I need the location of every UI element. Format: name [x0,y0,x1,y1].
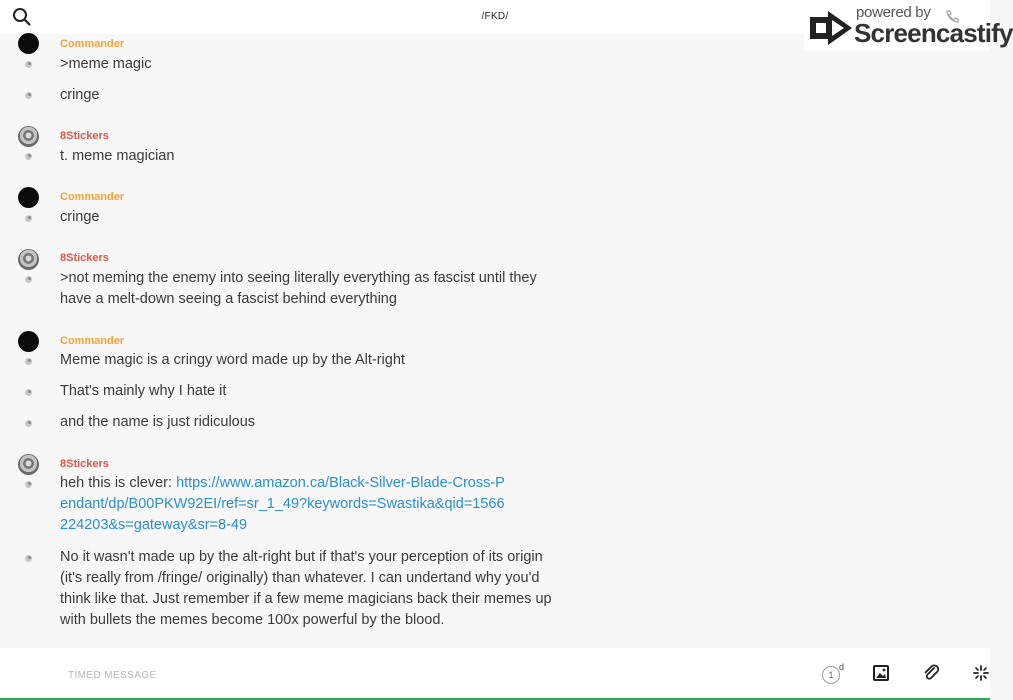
message-text: >meme magic [60,56,152,72]
read-status-icon [25,481,32,488]
read-status-icon [25,92,32,99]
product-link[interactable]: https://www.amazon.ca/Black-Silver-Blade-Cross-Pendant/dp/B00PKW92EI/ref=sr_1_49?keywords=Swastika&qid=1566224203&s=gateway&sr=8-49 [60,475,505,533]
composer-bar [0,648,990,700]
message-text: >not meming the enemy into seeing literally everything as fascist until they have a melt-down seeing a fascist behind everything [60,270,537,307]
read-status-icon [25,555,32,562]
username[interactable]: Commander [60,191,125,203]
watermark-brand: Screencastify [854,18,1013,48]
message-text: That's mainly why I hate it [60,383,227,399]
timer-unit: d [839,662,845,672]
username[interactable]: 8Stickers [60,458,109,470]
message-text: Meme magic is a cringy word made up by the Alt-right [60,352,405,368]
paperclip-icon[interactable] [922,664,940,682]
avatar[interactable] [18,126,39,147]
message-text: and the name is just ridiculous [60,414,256,430]
message-prefix: heh this is clever: [60,475,177,491]
read-status-icon [25,358,32,365]
message-text: No it wasn't made up by the alt-right but if that's your perception of its origin (it's really from /fringe/ originally) than whatever. I can undertand why you'd think like that. Just remember if a few meme magicians back their memes up with bullets the memes become 100x powerful by the blood. [60,549,552,628]
timed-message-input[interactable] [66,665,670,685]
sparkle-icon[interactable] [972,664,990,682]
image-icon[interactable] [872,664,890,682]
message-text: cringe [60,209,100,225]
read-status-icon [25,215,32,222]
username[interactable]: 8Stickers [60,252,109,264]
avatar[interactable] [18,454,39,475]
read-status-icon [25,153,32,160]
read-status-icon [25,420,32,427]
avatar[interactable] [18,187,39,208]
message-text: cringe [60,87,100,103]
message-timer-button[interactable] [822,664,850,684]
watermark-powered-by: powered by [856,4,931,21]
channel-title: /FKD/ [481,11,509,22]
message-list [0,34,990,648]
avatar[interactable] [18,249,39,270]
message-text [60,473,510,536]
message-text: t. meme magician [60,148,175,164]
read-status-icon [25,61,32,68]
read-status-icon [25,276,32,283]
timer-value: 1 [822,666,840,684]
read-status-icon [25,389,32,396]
username[interactable]: 8Stickers [60,130,109,142]
username[interactable]: Commander [60,335,125,347]
avatar[interactable] [18,33,39,54]
username[interactable]: Commander [60,38,125,50]
avatar[interactable] [18,331,39,352]
